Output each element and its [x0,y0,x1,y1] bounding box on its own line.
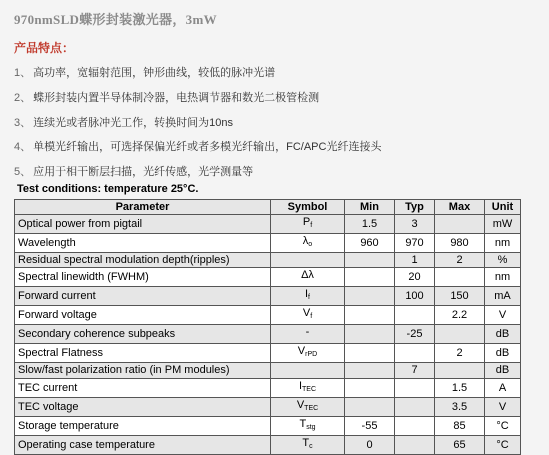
cell-unit: A [485,378,521,397]
cell-typ: 100 [395,287,435,306]
feature-number: 1、 [14,67,32,79]
cell-parameter: Secondary coherence subpeaks [15,325,271,344]
cell-max [435,215,485,234]
cell-symbol [271,215,345,234]
cell-parameter: Spectral linewidth (FWHM) [15,268,271,287]
cell-typ: 1 [395,253,435,268]
symbol-subscript: f [308,294,310,302]
cell-unit: nm [485,268,521,287]
symbol-main: V [297,345,306,358]
feature-item [14,66,381,91]
cell-typ [395,416,435,435]
page-title: 970nmSLD蝶形封装激光器，3mW [14,12,217,27]
cell-parameter: Spectral Flatness [15,344,271,363]
cell-min [345,397,395,416]
cell-parameter: Optical power from pigtail [15,215,271,234]
symbol-main: P [302,216,311,229]
cell-unit: dB [485,325,521,344]
cell-parameter: Wavelength [15,234,271,253]
symbol-subscript: TEC [302,385,317,393]
symbol-main: T [302,436,310,449]
cell-symbol [271,287,345,306]
feature-number: 3、 [14,116,32,129]
table-row [15,253,521,268]
feature-number: 5、 [14,166,32,179]
table-row [15,215,521,234]
feature-text: 高功率，宽辐射范围，钟形曲线，较低的脉冲光谱 [33,67,276,79]
symbol-main: Δλ [301,269,314,282]
cell-parameter: TEC current [15,378,271,397]
col-header-parameter: Parameter [15,200,271,215]
table-row [15,416,521,435]
cell-min [345,253,395,268]
cell-symbol [271,268,345,287]
cell-symbol [271,253,345,268]
cell-max: 3.5 [435,397,485,416]
spec-table-body [15,215,521,454]
cell-typ [395,344,435,363]
cell-min [345,344,395,363]
cell-min [345,363,395,378]
feature-item [14,116,381,141]
cell-symbol [271,325,345,344]
table-row [15,344,521,363]
cell-typ [395,435,435,454]
cell-unit: °C [485,435,521,454]
symbol-subscript: c [309,442,313,450]
cell-min [345,325,395,344]
cell-max: 980 [435,234,485,253]
table-row [15,325,521,344]
cell-min: 0 [345,435,395,454]
cell-min: -55 [345,416,395,435]
cell-min [345,287,395,306]
test-conditions: Test conditions: temperature 25°C. [17,183,199,195]
cell-max: 1.5 [435,378,485,397]
cell-symbol [271,378,345,397]
symbol-main: I [304,288,309,301]
symbol-subscript: f [310,222,313,230]
cell-min [345,378,395,397]
cell-typ [395,397,435,416]
cell-unit: V [485,306,521,325]
cell-min [345,306,395,325]
cell-min: 960 [345,234,395,253]
feature-number: 2、 [14,91,32,104]
cell-symbol [271,344,345,363]
symbol-subscript: stg [306,423,316,431]
symbol-main: V [296,398,305,411]
cell-typ: 970 [395,234,435,253]
table-row [15,378,521,397]
cell-typ: 7 [395,363,435,378]
cell-symbol [271,397,345,416]
cell-unit: nm [485,234,521,253]
table-row [15,363,521,378]
cell-symbol [271,306,345,325]
cell-unit: % [485,253,521,268]
cell-max [435,325,485,344]
cell-unit: mA [485,287,521,306]
cell-symbol [271,416,345,435]
cell-symbol [271,234,345,253]
symbol-main: λ [302,235,309,248]
cell-min: 1.5 [345,215,395,234]
cell-typ: -25 [395,325,435,344]
cell-parameter: Residual spectral modulation depth(ripples) [15,253,271,268]
symbol-subscript: f [310,313,313,321]
table-row [15,287,521,306]
symbol-subscript: TEC [304,404,319,412]
cell-unit: mW [485,215,521,234]
cell-unit: V [485,397,521,416]
cell-max: 150 [435,287,485,306]
feature-item [14,140,381,165]
col-header-typ: Typ [395,200,435,215]
cell-parameter: Storage temperature [15,416,271,435]
col-header-unit: Unit [485,200,521,215]
cell-max [435,268,485,287]
feature-text: 蝶形封装内置半导体制冷器，电热调节器和数光二极管检测 [33,91,320,104]
cell-unit: dB [485,363,521,378]
cell-typ [395,378,435,397]
col-header-symbol: Symbol [271,200,345,215]
table-row [15,306,521,325]
table-row [15,234,521,253]
spec-table-header-row [15,200,521,215]
cell-max [435,363,485,378]
cell-typ [395,306,435,325]
table-row [15,397,521,416]
symbol-subscript: rPD [305,351,318,359]
feature-text: 应用于相干断层扫描，光纤传感，光学测量等 [33,166,254,179]
features-heading: 产品特点： [14,41,75,55]
symbol-main: I [298,379,303,392]
features-list [14,66,381,190]
symbol-main: T [299,417,307,430]
cell-min [345,268,395,287]
cell-typ: 20 [395,268,435,287]
cell-max: 2 [435,344,485,363]
cell-parameter: Forward current [15,287,271,306]
cell-unit: dB [485,344,521,363]
col-header-max: Max [435,200,485,215]
symbol-subscript: o [308,241,313,249]
cell-max: 2.2 [435,306,485,325]
cell-max: 2 [435,253,485,268]
spec-table [14,199,521,455]
cell-unit: °C [485,416,521,435]
feature-item [14,91,381,116]
feature-text: 单模光纤输出，可选择保偏光纤或者多模光纤输出，FC/APC光纤连接头 [33,141,382,154]
feature-text: 连续光或者脉冲光工作，转换时间为10ns [33,116,233,129]
cell-symbol [271,363,345,378]
cell-parameter: Slow/fast polarization ratio (in PM modules) [15,363,271,378]
symbol-main: V [302,307,311,320]
cell-parameter: Forward voltage [15,306,271,325]
cell-max: 85 [435,416,485,435]
cell-parameter: TEC voltage [15,397,271,416]
cell-parameter: Operating case temperature [15,435,271,454]
table-row [15,435,521,454]
cell-symbol [271,435,345,454]
symbol-main: - [305,326,310,339]
table-row [15,268,521,287]
cell-max: 65 [435,435,485,454]
col-header-min: Min [345,200,395,215]
feature-number: 4、 [14,141,32,154]
cell-typ: 3 [395,215,435,234]
